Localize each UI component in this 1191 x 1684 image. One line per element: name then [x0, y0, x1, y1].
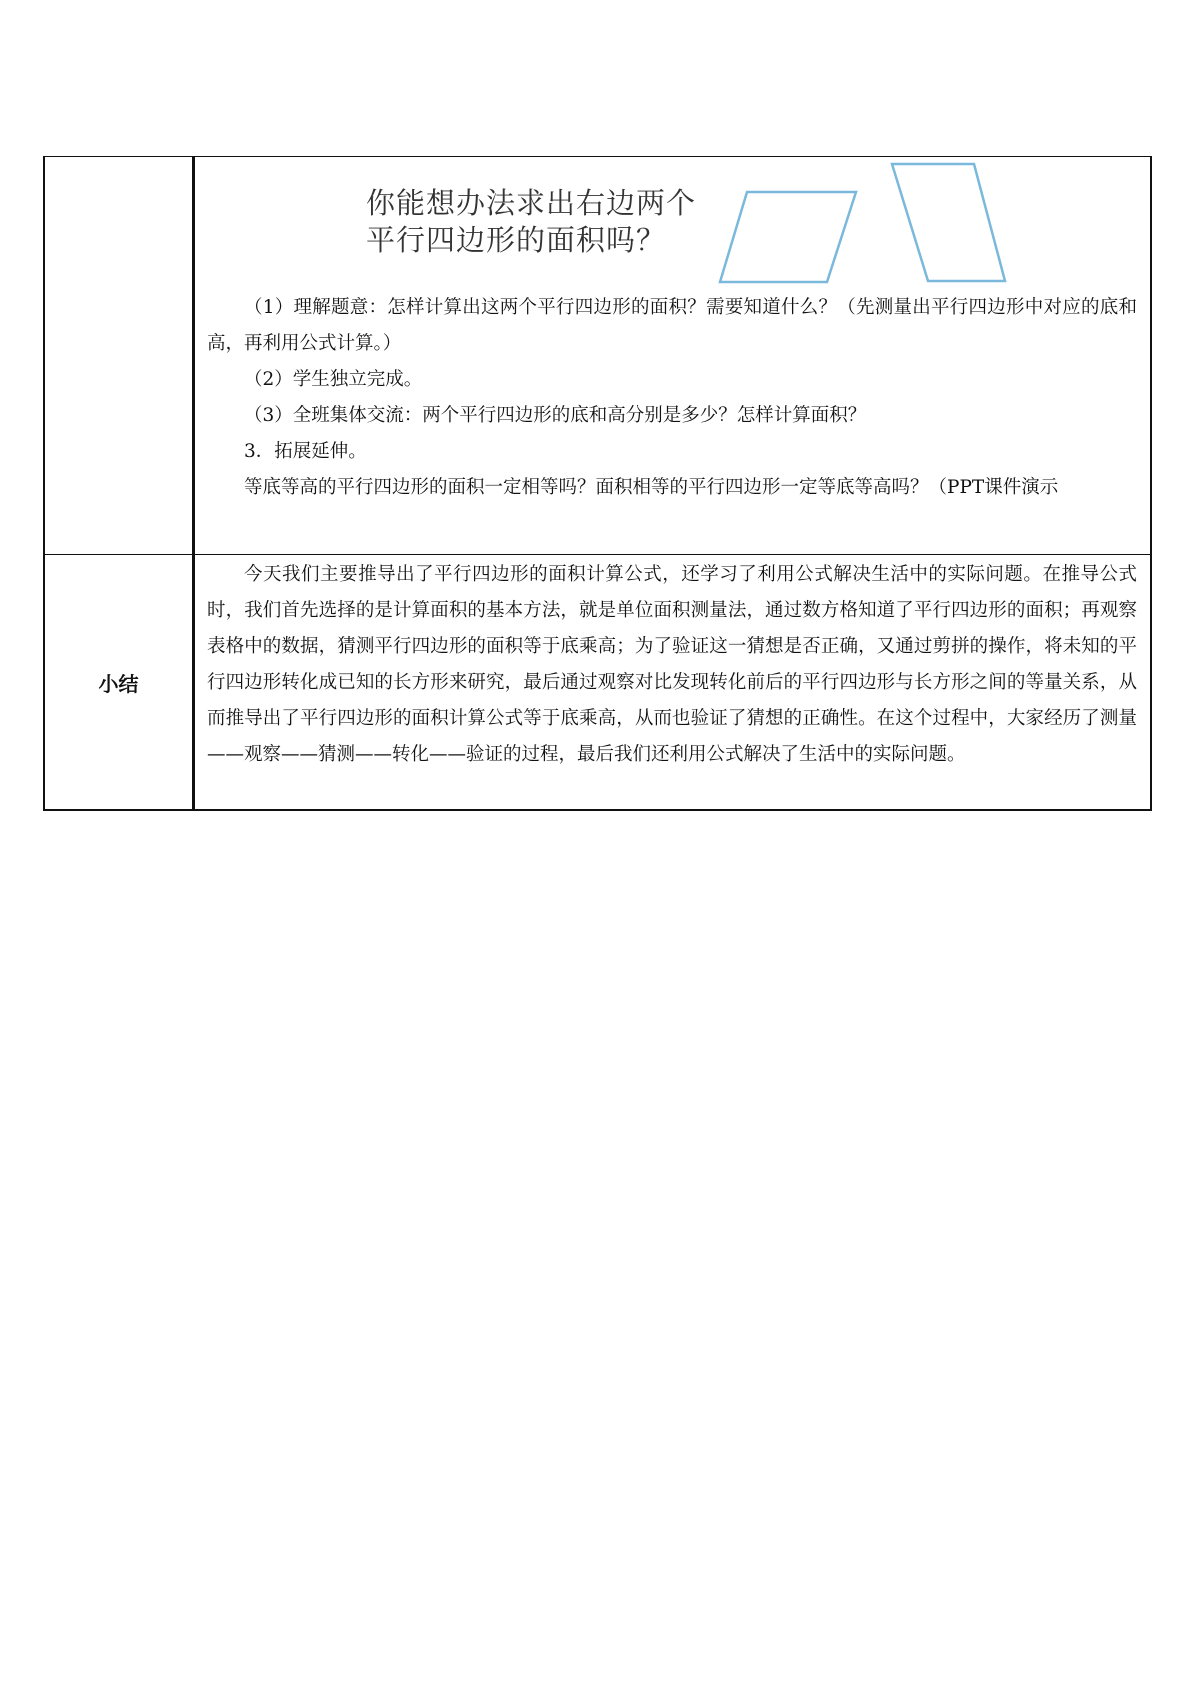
paragraph-extension-heading: 3．拓展延伸。	[244, 441, 367, 462]
activity-row	[44, 157, 1151, 555]
paragraph-extension-question: 等底等高的平行四边形的面积一定相等吗？面积相等的平行四边形一定等底等高吗？（PPT课件演示	[244, 477, 1059, 498]
summary-label: 小结	[44, 555, 194, 811]
question-line-2: 平行四边形的面积吗？	[366, 223, 667, 257]
parallelogram-shape-1	[720, 192, 856, 282]
summary-row	[44, 555, 1151, 811]
summary-content-cell	[194, 555, 1152, 811]
summary-text: 今天我们主要推导出了平行四边形的面积计算公式，还学习了利用公式解决生活中的实际问题。在推导公式时，我们首先选择的是计算面积的基本方法，就是单位面积测量法，通过数方格知道了平行四边形的面积；再观察表格中的数据，猜测平行四边形的面积等于底乘高；为了验证这一猜想是否正确，又通过剪拼的操作，将未知的平行四边形转化成已知的长方形来研究，最后通过观察对比发现转化前后的平行四边形与长方形之间的等量关系，从而推导出了平行四边形的面积计算公式等于底乘高，从而也验证了猜想的正确性。在这个过程中，大家经历了测量——观察——猜测——转化——验证的过程，最后我们还利用公式解决了生活中的实际问题。	[207, 564, 1137, 765]
illustration-question	[366, 185, 696, 259]
paragraph-class-discussion: （3）全班集体交流：两个平行四边形的底和高分别是多少？怎样计算面积？	[244, 405, 867, 426]
activity-label-cell	[44, 157, 194, 555]
parallelogram-illustration	[195, 157, 1150, 290]
paragraph-understand-question: （1）理解题意：怎样计算出这两个平行四边形的面积？需要知道什么？（先测量出平行四边形中对应的底和高，再利用公式计算。）	[207, 297, 1137, 354]
question-line-1: 你能想办法求出右边两个	[366, 186, 697, 220]
paragraph-independent-work: （2）学生独立完成。	[244, 369, 423, 390]
parallelogram-shape-2	[892, 164, 1005, 281]
activity-content-cell	[194, 157, 1152, 555]
lesson-plan-table	[43, 156, 1152, 811]
